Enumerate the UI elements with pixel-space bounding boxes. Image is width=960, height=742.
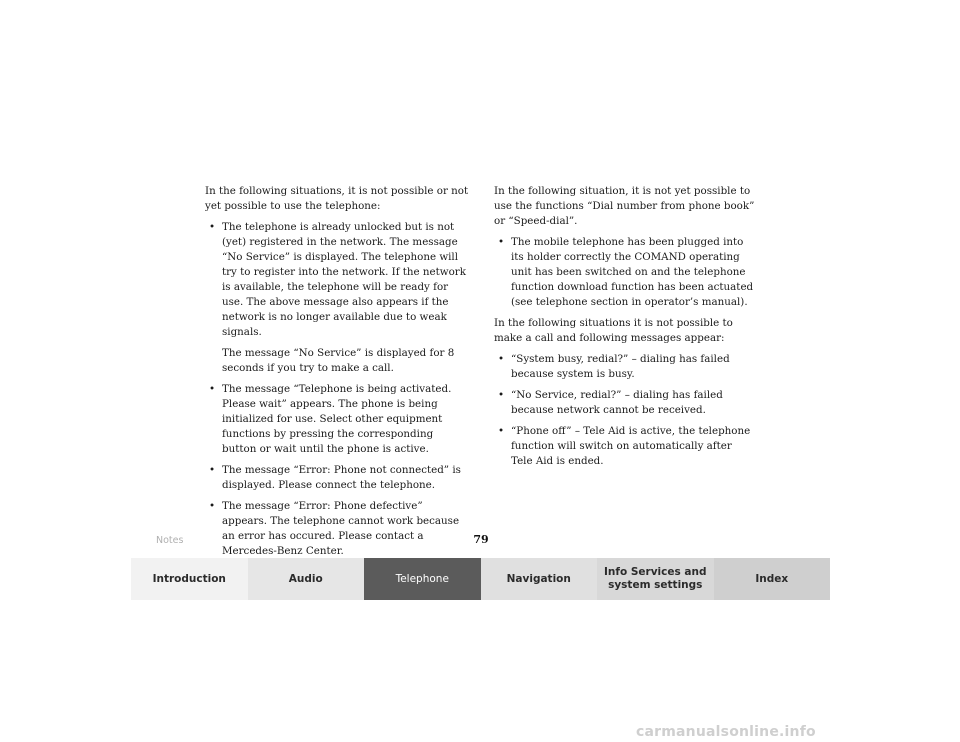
tab-telephone[interactable]: Telephone (364, 558, 481, 600)
bullet-text: “No Service, redial?” – dialing has failed because network cannot be received. (511, 389, 723, 416)
left-column (205, 184, 470, 565)
notes-label: Notes (156, 535, 184, 546)
tab-navigation[interactable]: Navigation (481, 558, 598, 600)
right-intro-1: In the following situation, it is not yet possible to use the functions “Dial number from phone book” or “Speed-dial”. (494, 185, 755, 227)
left-intro: In the following situations, it is not possible or not yet possible to use the telephone: (205, 185, 469, 212)
tab-audio[interactable]: Audio (248, 558, 365, 600)
bullet-subtext: The message “No Service” is displayed for 8 seconds if you try to make a call. (222, 347, 455, 374)
right-column (494, 184, 756, 475)
bullet-text: The message “Error: Phone not connected” is displayed. Please connect the telephone. (222, 464, 461, 491)
bullet-item (494, 352, 756, 382)
bullet-item (205, 220, 470, 376)
bullet-text: The mobile telephone has been plugged into its holder correctly the COMAND operating unit has been switched on and the telephone function download function has been actuated (see telephone section in operator’s manual). (511, 236, 754, 308)
page-number: 79 (473, 533, 489, 546)
bullet-item (494, 235, 756, 310)
right-intro-2: In the following situations it is not possible to make a call and following messages appear: (494, 317, 733, 344)
section-tab-bar (131, 558, 830, 600)
bullet-item (494, 424, 756, 469)
watermark-text: carmanualsonline.info (636, 724, 816, 740)
bullet-text: The telephone is already unlocked but is not (yet) registered in the network. The message “No Service” is displayed. The telephone will try to register into the network. If the network is available, the telephone will be ready for use. The above message also appears if the network is no longer available due to weak signals. (222, 221, 466, 338)
bullet-item (494, 388, 756, 418)
bullet-text: The message “Telephone is being activated. Please wait” appears. The phone is being initialized for use. Select other equipment functions by pressing the corresponding button or wait until the phone is active. (222, 383, 452, 455)
bullet-text: “System busy, redial?” – dialing has failed because system is busy. (511, 353, 730, 380)
bullet-text: “Phone off” – Tele Aid is active, the telephone function will switch on automatically after Tele Aid is ended. (511, 425, 751, 467)
tab-info-services[interactable]: Info Services and system settings (597, 558, 714, 600)
tab-introduction[interactable]: Introduction (131, 558, 248, 600)
bullet-item (205, 382, 470, 457)
bullet-item (205, 499, 470, 559)
bullet-item (205, 463, 470, 493)
tab-index[interactable]: Index (714, 558, 831, 600)
bullet-text: The message “Error: Phone defective” appears. The telephone cannot work because an error has occured. Please contact a Mercedes-Benz Center. (222, 500, 460, 557)
